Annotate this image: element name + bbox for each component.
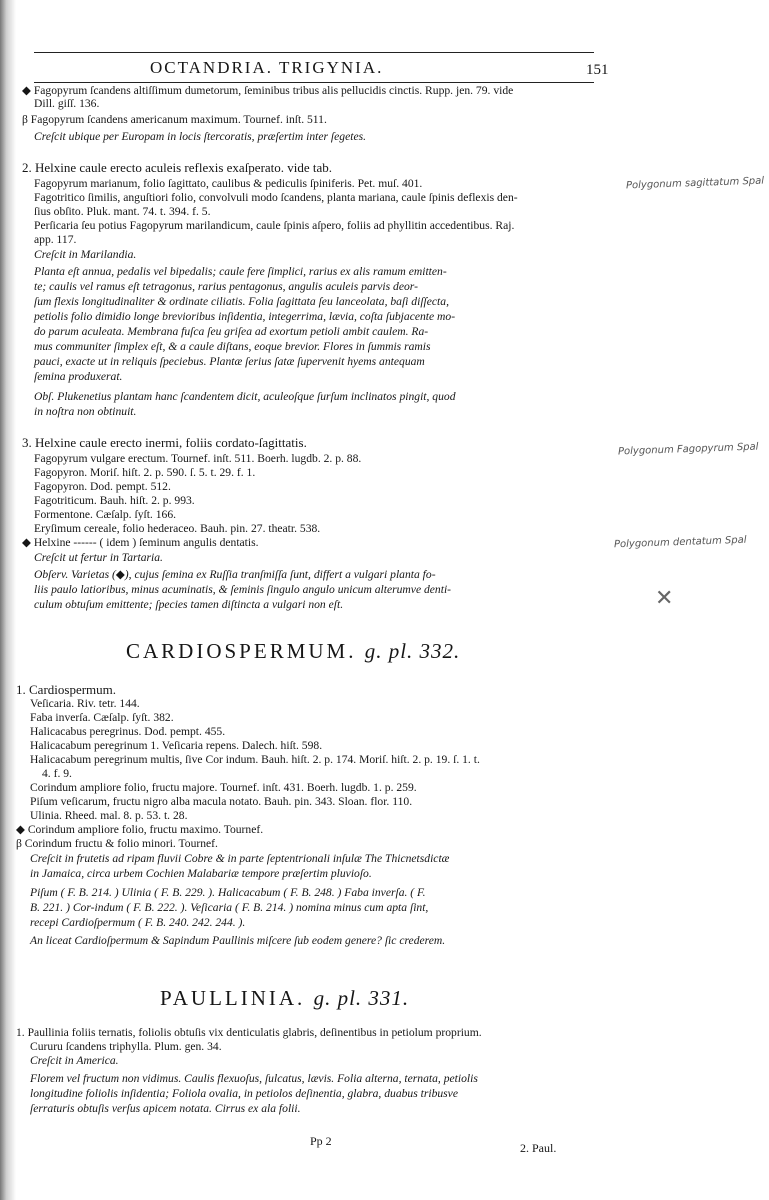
text-line: pauci, exacte ut in reliquis ſpeciebus. Plantæ ſerius ſatæ ſupervenit hyems antequam xyxy=(34,355,425,368)
signature-mark: Pp 2 xyxy=(310,1134,332,1148)
text-line: Creſcit ubique per Europam in locis ſtercoratis, præſertim inter ſegetes. xyxy=(34,130,366,143)
text-line: Creſcit in Marilandia. xyxy=(34,248,137,261)
margin-note: Polygonum sagittatum Spal xyxy=(625,175,765,192)
text-line: ◆ Corindum ampliore folio, fructu maximo. Tournef. xyxy=(16,823,264,836)
text-line: An liceat Cardioſpermum & Sapindum Paullinis miſcere ſub eodem genere? ſic crederem. xyxy=(30,934,446,947)
text-line: Fagopyrum marianum, folio ſagittato, caulibus & pediculis ſpiniferis. Pet. muſ. 401. xyxy=(34,177,423,190)
text-line: ſius obſito. Pluk. mant. 74. t. 394. f. 5. xyxy=(34,205,211,218)
text-line: Eryſimum cereale, folio hederaceo. Bauh. pin. 27. theatr. 538. xyxy=(34,522,321,535)
species-heading: 1. Cardiospermum. xyxy=(16,682,117,697)
genus-name: PAULLINIA. xyxy=(160,986,306,1010)
text-line: app. 117. xyxy=(34,233,77,246)
text-line: Piſum ( F. B. 214. ) Ulinia ( F. B. 229. ). Halicacabum ( F. B. 248. ) Faba inverſa. ( F. xyxy=(30,886,426,899)
text-line: petiolis folio dimidio longe brevioribus inſidentia, integerrima, lævia, coſta ſubjacente mo- xyxy=(34,310,456,323)
text-line: Fagotritico ſimilis, anguſtiori folio, convolvuli modo ſcandens, planta mariana, caule ſpinis deflexis den- xyxy=(34,191,518,204)
catchword: 2. Paul. xyxy=(520,1141,557,1155)
running-header: OCTANDRIA. TRIGYNIA. xyxy=(150,58,384,77)
text-line: Fagopyron. Dod. pempt. 512. xyxy=(34,480,171,493)
genus-reference: g. pl. 332. xyxy=(364,639,461,663)
text-line: Halicacabum peregrinum multis, ſive Cor indum. Bauh. hiſt. 2. p. 174. Moriſ. hiſt. 2. p. 19. ſ. 1. t. xyxy=(30,753,480,766)
text-line: te; caulis vel ramus eſt tetragonus, rarius pentagonus, angulis aculeis parvis deor- xyxy=(34,280,418,293)
text-line: Halicacabus peregrinus. Dod. pempt. 455. xyxy=(30,725,226,738)
text-line: Obſ. Plukenetius plantam hanc ſcandentem dicit, aculeoſque ſurſum inclinatos pingit, quod xyxy=(34,390,456,403)
text-line: Obſerv. Varietas (◆), cujus ſemina ex Ruſſia tranſmiſſa ſunt, differt a vulgari planta fo- xyxy=(34,568,436,581)
page-number: 151 xyxy=(586,62,609,78)
text-line: Creſcit in America. xyxy=(30,1054,119,1067)
genus-title xyxy=(126,639,460,664)
text-line: Fagotriticum. Bauh. hiſt. 2. p. 993. xyxy=(34,494,195,507)
margin-note: Polygonum dentatum Spal xyxy=(613,534,747,551)
text-line: Cururu ſcandens triphylla. Plum. gen. 34. xyxy=(30,1040,222,1053)
text-line: in Jamaica, circa urbem Cochien Malabariæ tempore præſertim pluvioſo. xyxy=(30,867,372,880)
species-heading: 2. Helxine caule erecto aculeis reflexis exaſperato. vide tab. xyxy=(22,160,333,175)
genus-name: CARDIOSPERMUM. xyxy=(126,639,357,663)
margin-note: Polygonum Fagopyrum Spal xyxy=(617,441,759,458)
text-line: Halicacabum peregrinum 1. Veſicaria repens. Dalech. hiſt. 598. xyxy=(30,739,323,752)
text-line: ſerraturis obtuſis verſus apicem notata. Cirrus ex ala folii. xyxy=(30,1102,301,1115)
text-line: Creſcit in frutetis ad ripam fluvii Cobre & in parte ſeptentrionali inſulæ The Thicnetsdictæ xyxy=(30,852,450,865)
text-line: Formentone. Cæſalp. ſyſt. 166. xyxy=(34,508,177,521)
text-line: β Fagopyrum ſcandens americanum maximum. Tournef. inſt. 511. xyxy=(22,113,327,126)
text-line: Corindum ampliore folio, fructu majore. Tournef. inſt. 431. Boerh. lugdb. 1. p. 259. xyxy=(30,781,417,794)
text-line: ◆ Fagopyrum ſcandens altiſſimum dumetorum, ſeminibus tribus alis pellucidis cinctis. Rupp. jen. 79. vide xyxy=(22,84,514,97)
text-line: Faba inverſa. Cæſalp. ſyſt. 382. xyxy=(30,711,174,724)
text-line: Dill. giſſ. 136. xyxy=(34,97,100,110)
text-line: β Corindum fructu & folio minori. Tournef. xyxy=(16,837,218,850)
text-line: ◆ Helxine ------ ( idem ) ſeminum angulis dentatis. xyxy=(22,536,259,549)
text-line: Planta eſt annua, pedalis vel bipedalis; caule fere ſimplici, rarius ex alis ramum emitten- xyxy=(34,265,447,278)
text-line: Piſum veſicarum, fructu nigro alba macula notato. Bauh. pin. 343. Sloan. flor. 110. xyxy=(30,795,413,808)
genus-title xyxy=(160,986,409,1011)
header-rule xyxy=(34,82,594,83)
text-line: Fagopyron. Moriſ. hiſt. 2. p. 590. ſ. 5. t. 29. f. 1. xyxy=(34,466,256,479)
text-line: Fagopyrum vulgare erectum. Tournef. inſt. 511. Boerh. lugdb. 2. p. 88. xyxy=(34,452,362,465)
text-line: Florem vel fructum non vidimus. Caulis flexuoſus, ſulcatus, lævis. Folia alterna, ternata, petiolis xyxy=(30,1072,478,1085)
text-line: longitudine foliolis inſidentia; Foliola ovalia, in petiolos deſinentia, glabra, duabus tribusve xyxy=(30,1087,458,1100)
text-line: ſum flexis longitudinaliter & ordinate ciliatis. Folia ſagittata ſeu lanceolata, baſi diſſecta, xyxy=(34,295,449,308)
species-heading: 3. Helxine caule erecto inermi, foliis cordato-ſagittatis. xyxy=(22,435,307,450)
text-line: 4. f. 9. xyxy=(42,767,72,780)
text-line: Creſcit ut fertur in Tartaria. xyxy=(34,551,163,564)
pencil-cross-mark: ✕ xyxy=(655,586,674,611)
text-line: Ulinia. Rheed. mal. 8. p. 53. t. 28. xyxy=(30,809,188,822)
text-line: mus communiter ſimplex eſt, & a caule diſtans, eoque brevior. Flores in ſummis ramis xyxy=(34,340,431,353)
species-heading: 1. Paullinia foliis ternatis, foliolis obtuſis vix denticulatis glabris, deſinentibus in petiolum proprium. xyxy=(16,1026,482,1039)
text-line: culum obtuſum emittente; ſpecies tamen diſtincta a vulgari non eſt. xyxy=(34,598,344,611)
text-line: Perſicaria ſeu potius Fagopyrum marilandicum, caule ſpinis aſpero, foliis ad phyllitin accedentibus. Raj. xyxy=(34,219,515,232)
text-line: ſemina produxerat. xyxy=(34,370,123,383)
top-rule xyxy=(34,52,594,53)
text-line: recepi Cardioſpermum ( F. B. 240. 242. 244. ). xyxy=(30,916,246,929)
genus-reference: g. pl. 331. xyxy=(313,986,410,1010)
text-line: liis paulo latioribus, minus acuminatis, & ſeminis ſingulo angulo unicum alterumve denti- xyxy=(34,583,452,596)
text-line: do parum aculeata. Membrana fuſca ſeu griſea ad exortum petioli ambit caulem. Ra- xyxy=(34,325,429,338)
text-line: Veſicaria. Riv. tetr. 144. xyxy=(30,697,140,710)
text-line: B. 221. ) Cor-indum ( F. B. 222. ). Veſicaria ( F. B. 214. ) nomina minus cum apta ſint, xyxy=(30,901,429,914)
text-line: in noſtra non obtinuit. xyxy=(34,405,137,418)
scan-edge-shadow xyxy=(0,0,16,1200)
